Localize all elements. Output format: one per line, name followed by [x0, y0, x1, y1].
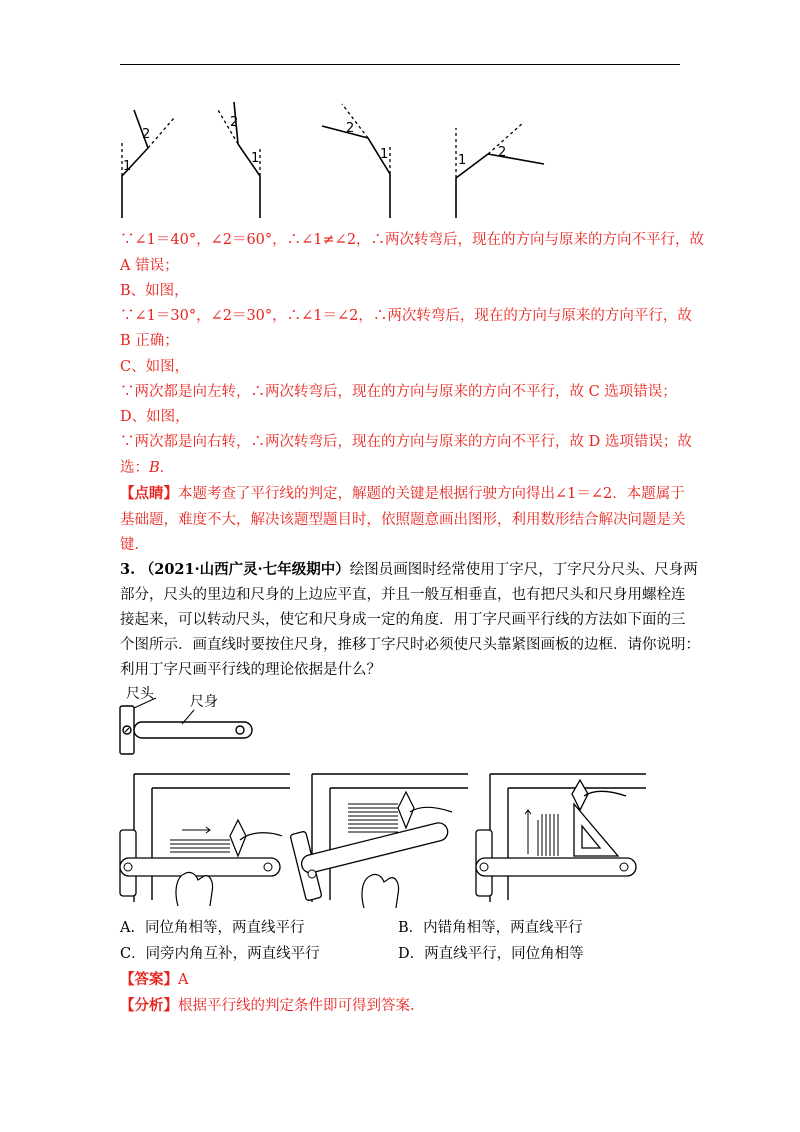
solution-line-d1: ∵两次都是向右转，∴两次转弯后，现在的方向与原来的方向不平行，故 D 选项错误；故: [120, 434, 692, 450]
question-line-4: 个图所示．画直线时要按住尺身，推移丁字尺时必须使尺头靠紧图画板的边框．请你说明：: [120, 637, 700, 653]
option-b[interactable]: B．内错角相等，两直线平行: [398, 920, 583, 936]
header-rule: [120, 64, 680, 65]
choose-prefix: 选：: [120, 460, 149, 476]
analysis-tag: 【分析】: [120, 997, 178, 1014]
angle-1-label: 1: [251, 151, 260, 166]
question-line-2: 部分，尺头的里边和尺身的上边应平直，并且一般互相垂直，也有把尺头和尺身用螺栓连: [120, 587, 686, 603]
solution-line-d2: [120, 458, 174, 478]
turn-figure-d: [446, 116, 550, 222]
t-square-figure: [112, 686, 262, 756]
solution-line-a1: ∵∠1＝40°，∠2＝60°，∴∠1≠∠2，∴两次转弯后，现在的方向与原来的方向不平行，故: [120, 232, 705, 248]
ruler-head-label: 尺头: [126, 686, 154, 702]
angle-2-label: 2: [142, 127, 151, 142]
comment-tag: 【点睛】: [120, 485, 178, 502]
solution-line-b1: ∵∠1＝30°，∠2＝30°，∴∠1＝∠2，∴两次转弯后，现在的方向与原来的方向平行，故: [120, 308, 692, 324]
drawing-board-3: [468, 770, 648, 906]
ruler-body-label: 尺身: [190, 694, 218, 710]
solution-line-a2: A 错误；: [120, 258, 179, 274]
question-number: 3.: [120, 561, 136, 578]
solution-line-d0: D、如图，: [120, 409, 190, 425]
drawing-board-1: [112, 770, 292, 906]
option-d[interactable]: D．两直线平行，同位角相等: [398, 946, 584, 962]
analysis-text: 根据平行线的判定条件即可得到答案.: [178, 998, 415, 1014]
answer-line: [120, 970, 188, 990]
option-c[interactable]: C．同旁内角互补，两直线平行: [120, 946, 320, 962]
solution-line-c0: C、如图，: [120, 359, 190, 375]
answer-tag: 【答案】: [120, 971, 178, 988]
question-text-1: 绘图员画图时经常使用丁字尺，丁字尺分尺头、尺身两: [349, 562, 698, 578]
question-line-3: 接起来，可以转动尺头，使它和尺身成一定的角度．用丁字尺画平行线的方法如下面的三: [120, 612, 686, 628]
comment-line-1: [120, 484, 685, 504]
comment-line-3: 键．: [120, 537, 149, 553]
answer-value: A: [178, 972, 189, 988]
question-line-5: 利用丁字尺画平行线的理论依据是什么？: [120, 662, 381, 678]
chosen-answer: B: [149, 460, 160, 476]
question-line-1: [120, 560, 698, 580]
comment-line-2: 基础题，难度不大，解决该题型题目时，依照题意画出图形，利用数形结合解决问题是关: [120, 512, 686, 528]
choose-suffix: ．: [159, 460, 175, 476]
analysis-line: [120, 996, 415, 1016]
drawing-board-2: [290, 770, 470, 910]
angle-1-label: 1: [458, 153, 467, 168]
turn-figure-c: [316, 98, 396, 222]
angle-1-label: 1: [123, 159, 132, 174]
question-source: （2021·山西广灵·七年级期中）: [139, 561, 350, 578]
angle-2-label: 2: [230, 115, 239, 130]
angle-1-label: 1: [380, 147, 389, 162]
comment-text-1: 本题考查了平行线的判定，解题的关键是根据行驶方向得出∠1＝∠2．本题属于: [178, 486, 685, 502]
solution-line-b0: B、如图，: [120, 283, 189, 299]
turn-figure-a: [112, 104, 182, 222]
option-a[interactable]: A．同位角相等，两直线平行: [120, 920, 305, 936]
angle-2-label: 2: [346, 121, 355, 136]
turn-figure-b: [210, 98, 280, 222]
solution-line-c1: ∵两次都是向左转，∴两次转弯后，现在的方向与原来的方向不平行，故 C 选项错误；: [120, 384, 677, 400]
angle-2-label: 2: [498, 145, 507, 160]
solution-line-b2: B 正确；: [120, 333, 179, 349]
